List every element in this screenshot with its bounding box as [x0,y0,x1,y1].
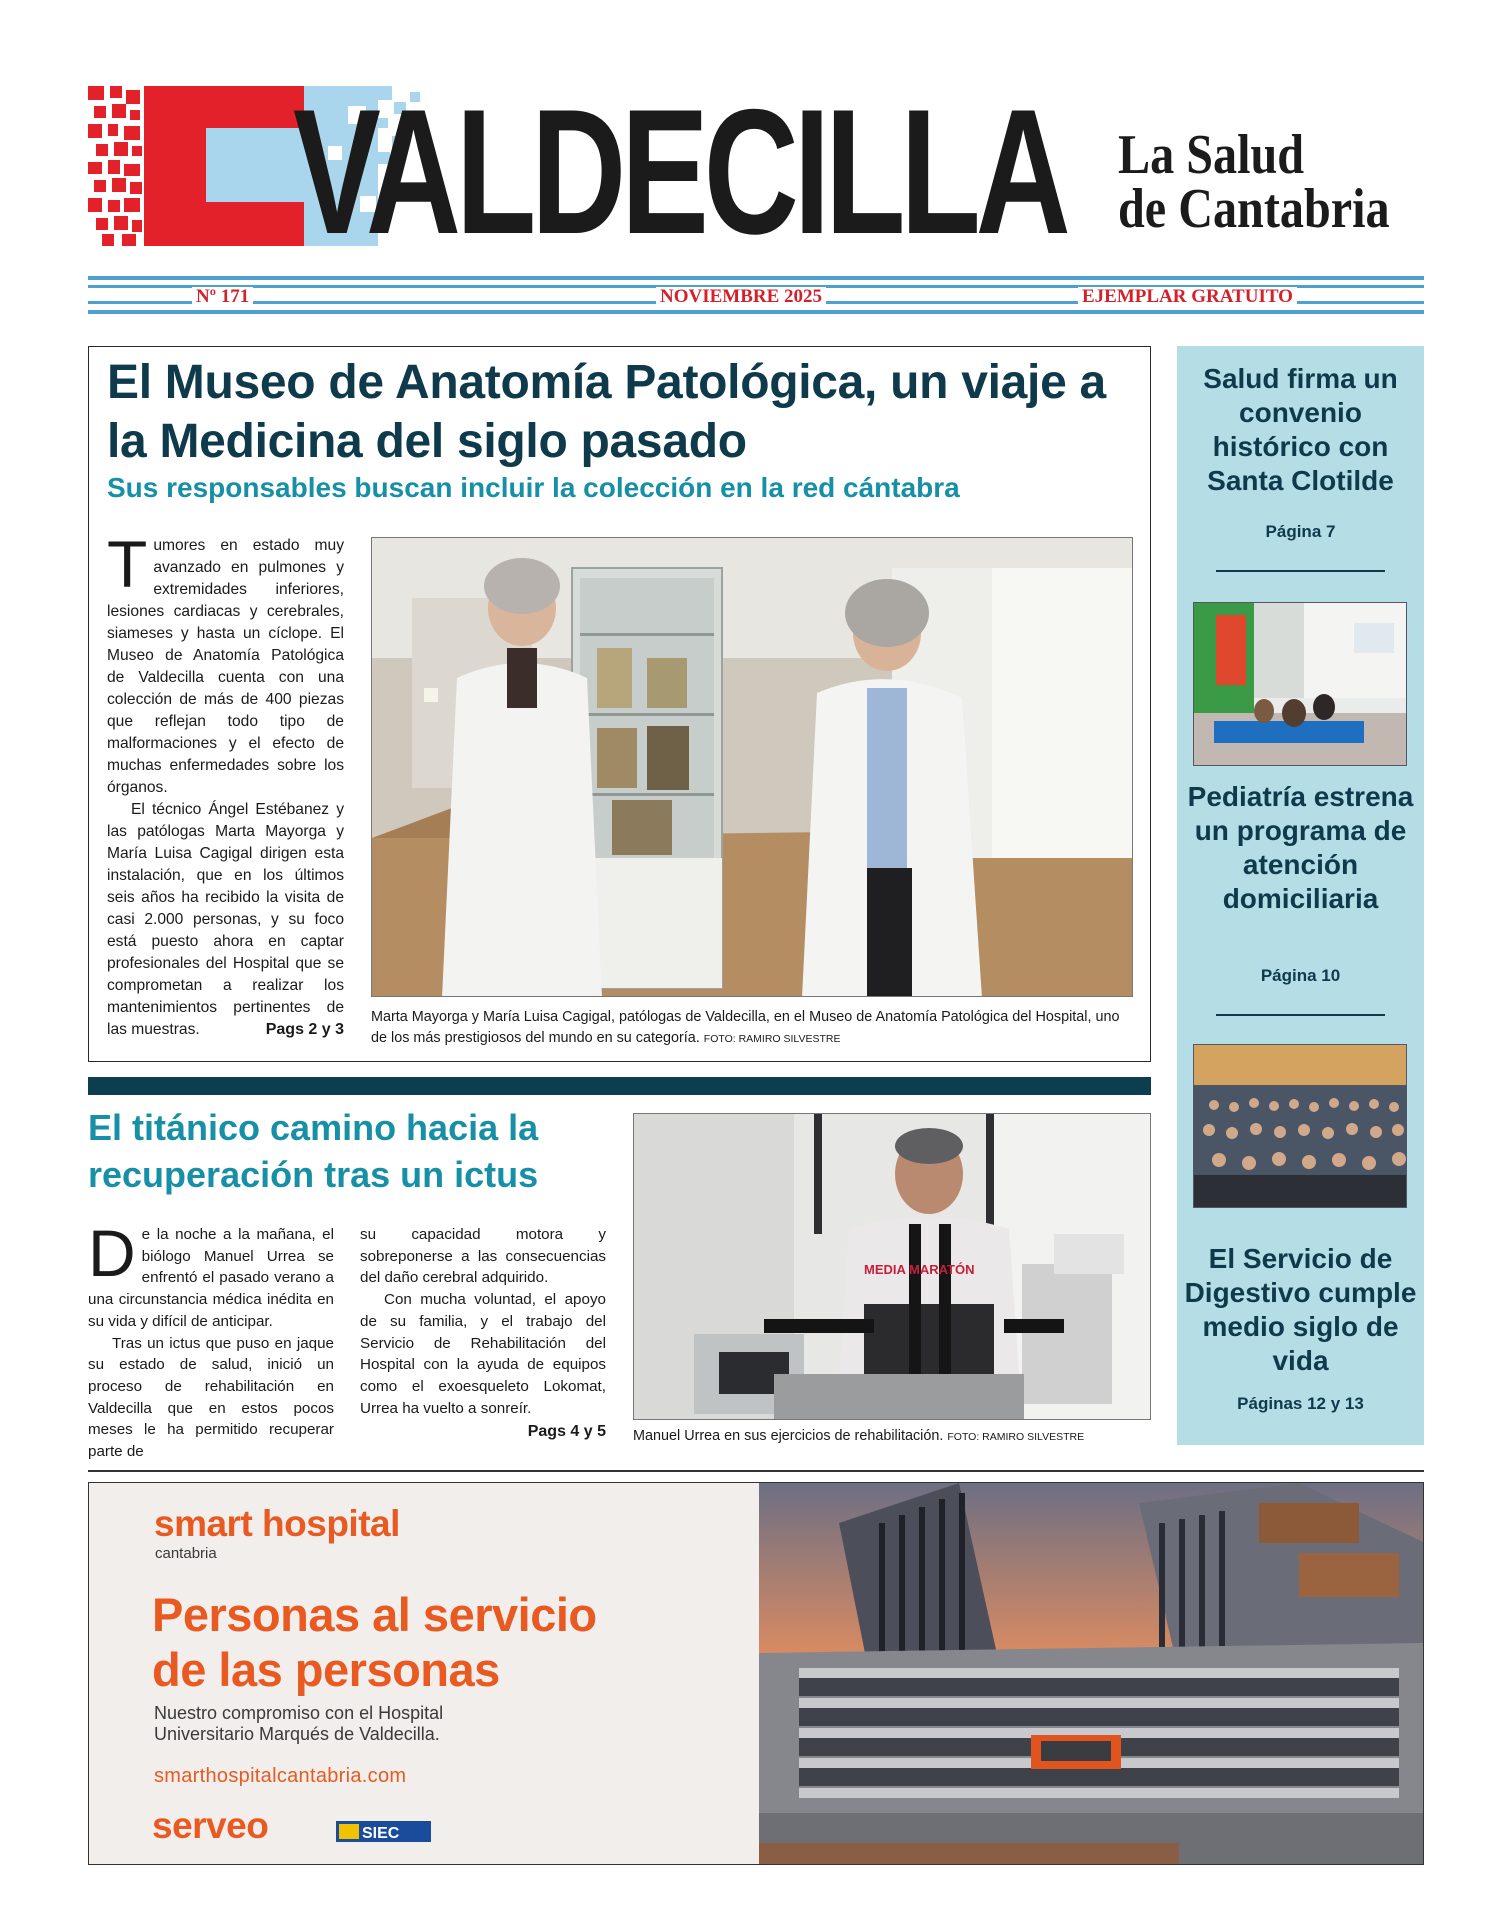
paper-name: VALDECILLA [293,72,1066,271]
second-caption-text: Manuel Urrea en sus ejercicios de rehabilitación. [633,1428,944,1444]
ad-body-line-1: Nuestro compromiso con el Hospital [154,1703,444,1723]
second-page-ref[interactable]: Pags 4 y 5 [527,1423,606,1441]
teaser-3-photo [1193,1044,1407,1208]
second-body-col-2 [360,1224,606,1443]
ad-headline-line-1: Personas al servicio [152,1588,597,1641]
paper-tagline [1118,124,1390,240]
issue-price: EJEMPLAR GRATUITO [1078,287,1297,307]
drop-cap: T [107,527,148,601]
teaser-2-photo [1193,602,1407,766]
ad-headline-line-2: de las personas [152,1643,500,1696]
ad-url-link[interactable]: smarthospitalcantabria.com [154,1765,407,1787]
lead-subheadline: Sus responsables buscan incluir la colección en la red cántabra [107,472,960,503]
second-headline[interactable]: El titánico camino hacia la recuperación tras un ictus [88,1107,539,1195]
second-paragraph-1: e la noche a la mañana, el biólogo Manuel Urrea se enfrentó el pasado verano a una circunstancia médica inédita en su vida y difícil de anticipar. [88,1226,334,1330]
sidebar-teasers [1177,346,1424,1445]
tagline-line-1: La Salud [1118,124,1305,186]
second-paragraph-2: Tras un ictus que puso en jaque su estado de salud, inició un proceso de rehabilitación en Valdecilla que en estos pocos meses le ha permitido recuperar parte de [88,1334,334,1461]
teaser-divider [1216,1014,1385,1016]
second-body-col-1 [88,1216,334,1463]
teaser-3-headline[interactable]: El Servicio de Digestivo cumple medio siglo de vida [1184,1243,1417,1376]
ad-building-photo [759,1483,1424,1865]
ad-body [154,1703,574,1745]
lead-body [107,527,344,1041]
teaser-1-page[interactable]: Página 7 [1265,522,1336,541]
lead-paragraph-2: El técnico Ángel Estébanez y las patólogas Marta Mayorga y María Luisa Cagigal dirigen esta instalación, que en los últimos seis años ha recibido la visita de casi 2.000 personas, y su foco está puesto ahora en captar profesionales del Hospital que se comprometan a realizar los mantenimientos pertinentes de las muestras. [107,801,344,1038]
issue-date: NOVIEMBRE 2025 [656,287,826,307]
second-paragraph-3: su capacidad motora y sobreponerse a las consecuencias del daño cerebral adquirido. [360,1226,606,1287]
lead-headline[interactable]: El Museo de Anatomía Patológica, un viaje a la Medicina del siglo pasado [107,356,1106,468]
ad-headline [152,1587,752,1697]
teaser-1-headline[interactable]: Salud firma un convenio histórico con Santa Clotilde [1203,363,1398,496]
lead-photo-credit: FOTO: RAMIRO SILVESTRE [703,1033,841,1045]
second-photo-credit: FOTO: RAMIRO SILVESTRE [947,1431,1085,1443]
second-drop-cap: D [88,1216,136,1290]
serveo-logo: serveo [152,1805,269,1846]
shirt-print: MEDIA MARATÓN [864,1262,975,1277]
teaser-2-page[interactable]: Página 10 [1260,966,1341,985]
advertisement[interactable] [88,1482,1424,1865]
second-photo-caption [633,1426,1153,1448]
teaser-divider [1216,570,1385,572]
ad-body-line-2: Universitario Marqués de Valdecilla. [154,1724,440,1744]
lead-paragraph-1: umores en estado muy avanzado en pulmones y extremidades inferiores, lesiones cardiacas y cerebrales, siameses y hasta un cíclope. El Museo de Anatomía Patológica de Valdecilla cuenta con una colección de más de 400 piezas que reflejan todo tipo de malformaciones y el efecto de muchas enfermedades sobre los órganos. [107,537,344,796]
teaser-3-page[interactable]: Páginas 12 y 13 [1237,1394,1364,1413]
lead-story [88,346,1151,1062]
lead-page-ref[interactable]: Pags 2 y 3 [265,1021,344,1038]
teaser-2-headline[interactable]: Pediatría estrena un programa de atención domiciliaria [1187,781,1414,914]
ad-brand-sub: cantabria [155,1545,217,1562]
section-divider [88,1077,1151,1095]
ad-divider [88,1470,1424,1472]
masthead [88,72,1424,271]
lead-photo [371,537,1133,997]
lead-caption-text: Marta Mayorga y María Luisa Cagigal, patólogas de Valdecilla, en el Museo de Anatomía Patológica del Hospital, uno de los más prestigiosos del mundo en su categoría. [371,1009,1120,1046]
tagline-line-2: de Cantabria [1118,178,1390,240]
issue-number: Nº 171 [192,287,253,307]
siec-logo [336,1819,431,1844]
lead-photo-caption [371,1007,1135,1050]
issue-bar [88,274,1424,318]
ad-brand: smart hospital [154,1503,400,1544]
second-photo [633,1113,1151,1420]
siec-logo-text: SIEC [362,1825,400,1842]
second-paragraph-4: Con mucha voluntad, el apoyo de su familia, y el trabajo del Servicio de Rehabilitación del Hospital con la ayuda de equipos como el exoesqueleto Lokomat, Urrea ha vuelto a sonreír. [360,1291,606,1417]
